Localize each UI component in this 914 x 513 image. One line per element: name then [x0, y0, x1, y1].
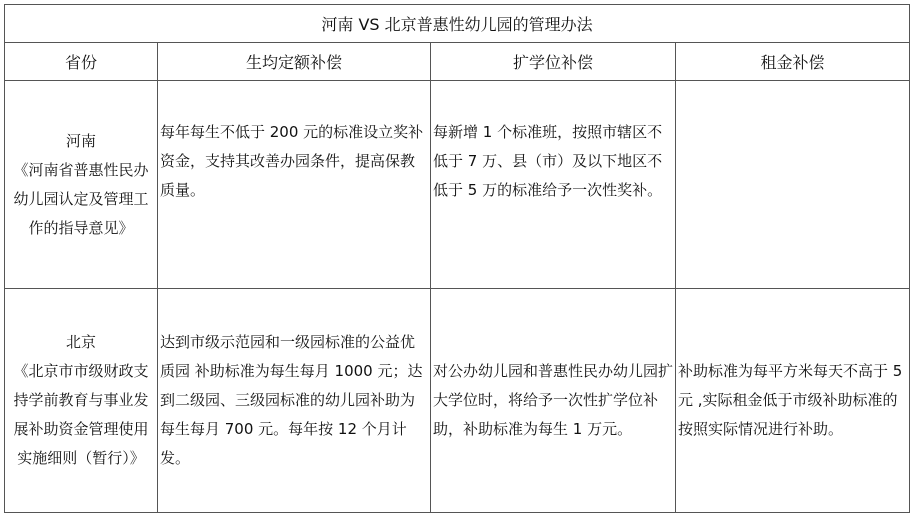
policy-table [4, 4, 910, 513]
table-title: 河南 VS 北京普惠性幼儿园的管理办法 [5, 5, 910, 43]
expansion-cell: 每新增 1 个标准班，按照市辖区不低于 7 万、县（市）及以下地区不低于 5 万的标准给予一次性奖补。 [431, 81, 676, 289]
header-province: 省份 [5, 43, 158, 81]
title-row [5, 5, 910, 43]
policy-document: 《河南省普惠性民办幼儿园认定及管理工作的指导意见》 [13, 160, 149, 237]
province-name: 河南 [65, 131, 96, 150]
table-row [5, 81, 910, 289]
per-student-cell: 达到市级示范园和一级园标准的公益优质园 补助标准为每生每月 1000 元；达到二级园、三级园标准的幼儿园补助为每生每月 700 元。每年按 12 个月计发。 [158, 289, 431, 513]
per-student-cell: 每年每生不低于 200 元的标准设立奖补资金，支持其改善办园条件，提高保教质量。 [158, 81, 431, 289]
header-rent: 租金补偿 [676, 43, 910, 81]
header-row [5, 43, 910, 81]
rent-cell: 补助标准为每平方米每天不高于 5 元 ,实际租金低于市级补助标准的按照实际情况进行补助。 [676, 289, 910, 513]
policy-document: 《北京市市级财政支持学前教育与事业发展补助资金管理使用实施细则（暂行）》 [13, 362, 149, 467]
province-cell [5, 289, 158, 513]
table-row [5, 289, 910, 513]
expansion-cell: 对公办幼儿园和普惠性民办幼儿园扩大学位时，将给予一次性扩学位补助，补助标准为每生 1 万元。 [431, 289, 676, 513]
header-expansion: 扩学位补偿 [431, 43, 676, 81]
rent-cell [676, 81, 910, 289]
policy-comparison-sheet [4, 4, 909, 482]
province-name: 北京 [65, 333, 96, 351]
province-cell [5, 81, 158, 289]
header-per-student: 生均定额补偿 [158, 43, 431, 81]
